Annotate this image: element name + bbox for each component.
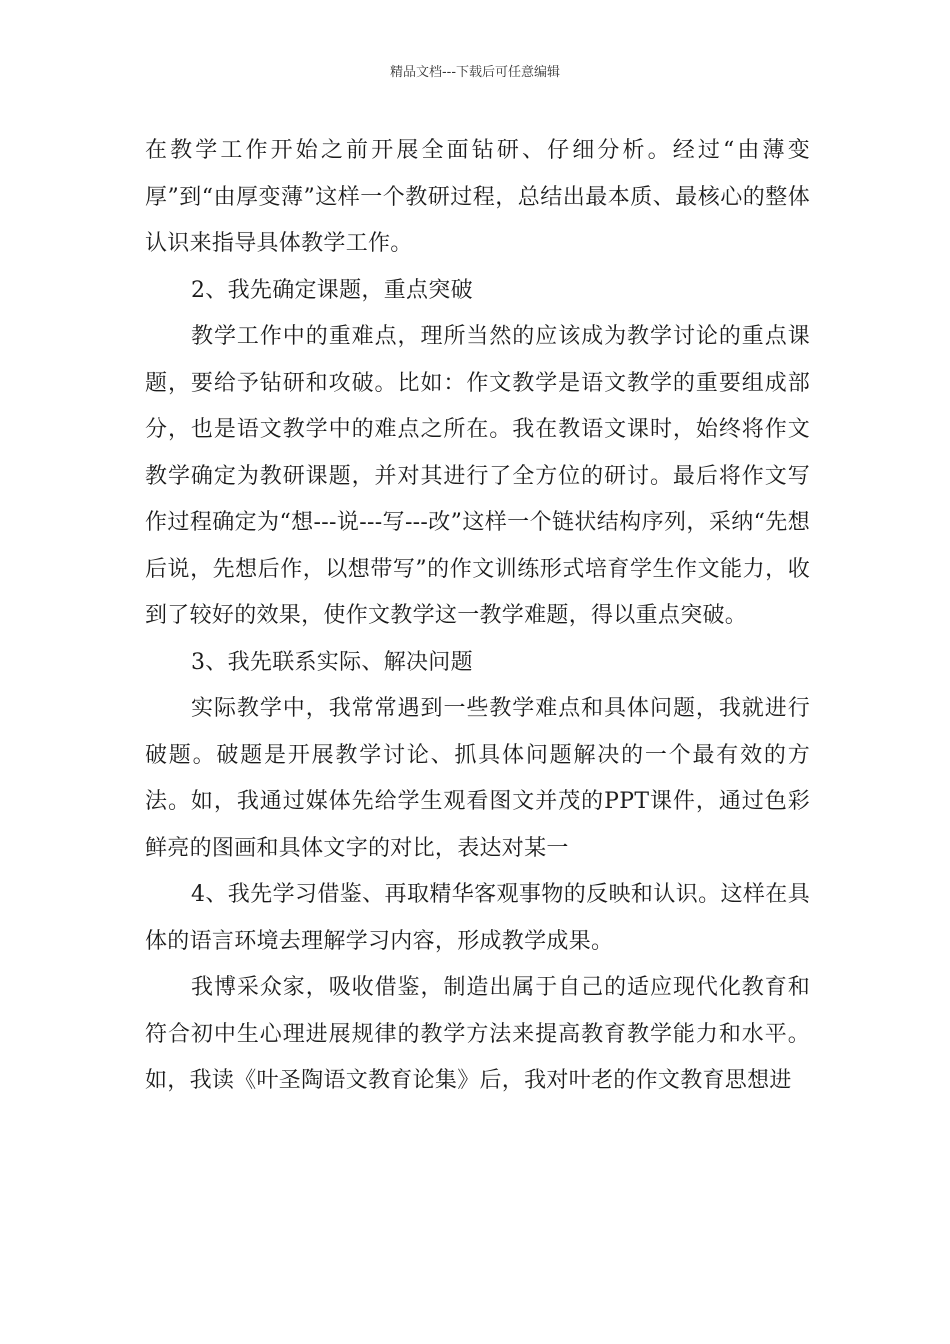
section-heading-2: 2、我先确定课题，重点突破 — [191, 277, 473, 303]
page-header: 精品文档---下载后可任意编辑 — [389, 65, 561, 80]
section-heading-3: 3、我先联系实际、解决问题 — [191, 649, 473, 675]
section-heading-4: 4、我先学习借鉴、再取精华客观事物的反映和认识。这样在具体的语言环境去理解学习内容，形成教学成果。 — [145, 882, 810, 954]
document-body — [145, 128, 810, 1105]
paragraph-section-4: 我博采众家，吸收借鉴，制造出属于自己的适应现代化教育和符合初中生心理进展规律的教学方法来提高教育教学能力和水平。如，我读《叶圣陶语文教育论集》后，我对叶老的作文教育思想进 — [145, 975, 810, 1093]
paragraph-section-3: 实际教学中，我常常遇到一些教学难点和具体问题，我就进行破题。破题是开展教学讨论、抓具体问题解决的一个最有效的方法。如，我通过媒体先给学生观看图文并茂的PPT课件，通过色彩鲜亮的图画和具体文字的对比，表达对某一 — [145, 696, 810, 861]
paragraph-intro-continuation: 在教学工作开始之前开展全面钻研、仔细分析。经过“由薄变厚”到“由厚变薄”这样一个教研过程，总结出最本质、最核心的整体认识来指导具体教学工作。 — [145, 138, 810, 256]
paragraph-section-2: 教学工作中的重难点，理所当然的应该成为教学讨论的重点课题，要给予钻研和攻破。比如：作文教学是语文教学的重要组成部分，也是语文教学中的难点之所在。我在教语文课时，始终将作文教学确定为教研课题，并对其进行了全方位的研讨。最后将作文写作过程确定为“想---说---写---改”这样一个链状结构序列，采纳“先想后说，先想后作，以想带写”的作文训练形式培育学生作文能力，收到了较好的效果，使作文教学这一教学难题，得以重点突破。 — [145, 324, 810, 628]
